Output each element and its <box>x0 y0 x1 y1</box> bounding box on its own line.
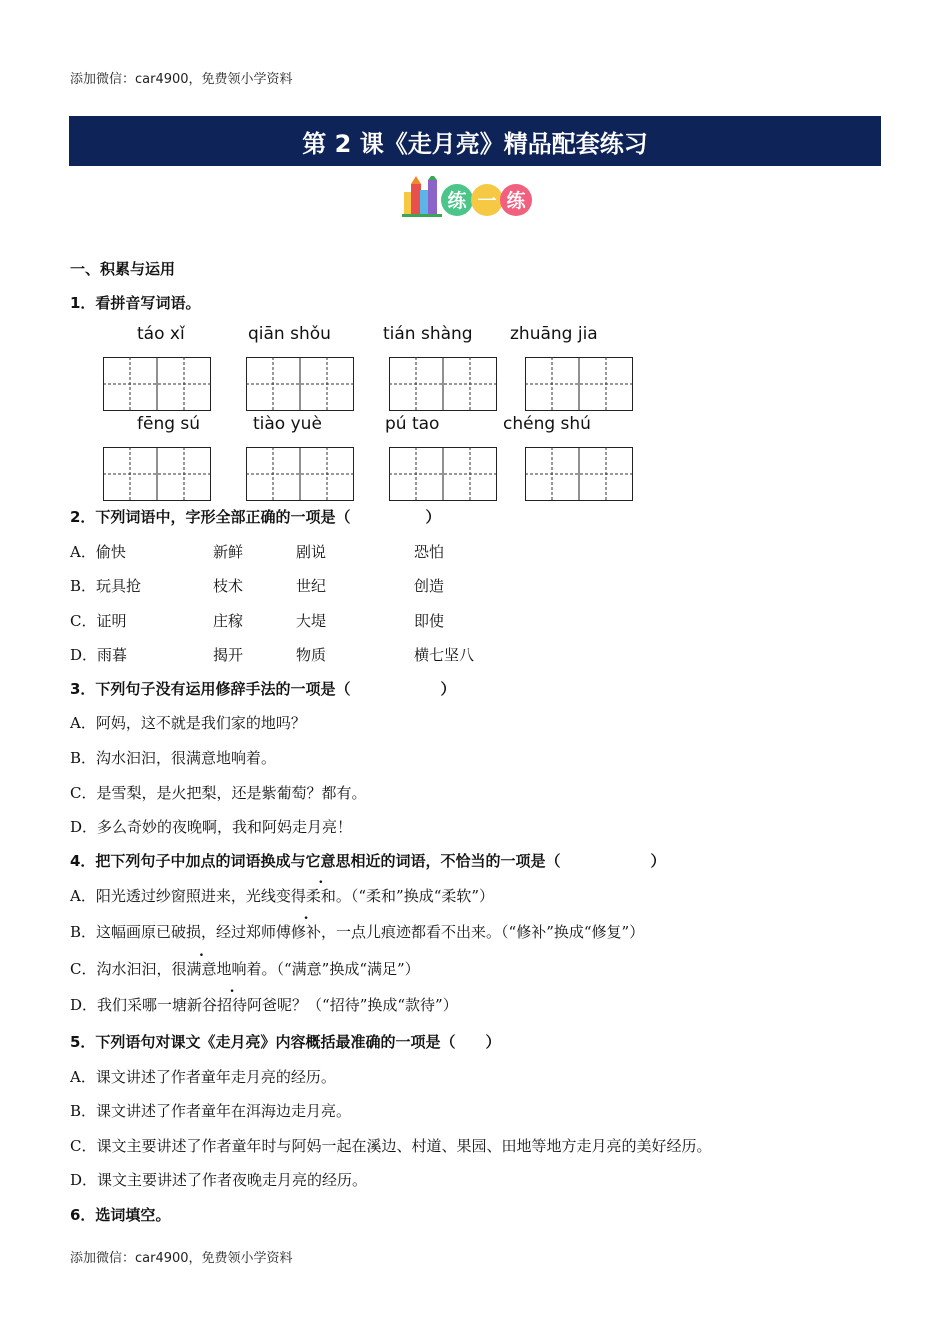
q3-option-a: A．阿妈，这不就是我们家的地吗？ <box>70 714 306 732</box>
pinyin-label: fēng sú <box>137 414 201 434</box>
q3-title: 3．下列句子没有运用修辞手法的一项是（ ） <box>70 680 456 698</box>
badge-char-3: 练 <box>506 190 526 212</box>
q2-option-b-word: 世纪 <box>296 577 327 595</box>
q5-option-a: A．课文讲述了作者童年走月亮的经历。 <box>70 1068 336 1086</box>
q4-option-a: A．阳光透过纱窗照进来，光线变得柔和。（“柔和”换成“柔软”） <box>70 887 495 905</box>
q3-option-c: C．是雪梨，是火把梨，还是紫葡萄？都有。 <box>70 784 367 802</box>
q2-option-c: C．证明 <box>70 612 127 630</box>
pinyin-label: qiān shǒu <box>248 324 331 344</box>
writing-grid[interactable] <box>246 357 354 411</box>
q2-option-c-word: 即使 <box>414 612 445 630</box>
q2-title: 2．下列词语中，字形全部正确的一项是（ ） <box>70 508 441 526</box>
q5-option-b: B．课文讲述了作者童年在洱海边走月亮。 <box>70 1102 352 1120</box>
q4-title: 4．把下列句子中加点的词语换成与它意思相近的词语，不恰当的一项是（ ） <box>70 852 666 870</box>
q4-option-b: B．这幅画原已破损，经过郑师傅修补，一点儿痕迹都看不出来。（“修补”换成“修复”） <box>70 923 645 941</box>
page-title: 第 2 课《走月亮》精品配套练习 <box>69 116 881 166</box>
dotted-word: 满意 <box>186 960 217 978</box>
q2-option-b-word: 枝术 <box>213 577 244 595</box>
pinyin-label: zhuāng jia <box>510 324 598 344</box>
q2-option-d: D．雨暮 <box>70 646 128 664</box>
q2-option-a: A．偷快 <box>70 543 126 561</box>
lianyilian-badge <box>402 176 534 218</box>
dotted-word: 柔和 <box>305 887 336 905</box>
q4-option-c: C．沟水汩汩，很满意地响着。（“满意”换成“满足”） <box>70 960 420 978</box>
q3-option-d: D．多么奇妙的夜晚啊，我和阿妈走月亮！ <box>70 818 353 836</box>
writing-grid[interactable] <box>525 357 633 411</box>
q2-option-d-word: 物质 <box>296 646 327 664</box>
writing-grid[interactable] <box>389 357 497 411</box>
q5-title: 5．下列语句对课文《走月亮》内容概括最准确的一项是（ ） <box>70 1033 501 1051</box>
q2-option-d-word: 揭开 <box>213 646 244 664</box>
footer-watermark: 添加微信：car4900，免费领小学资料 <box>70 1251 293 1266</box>
dotted-word: 修补 <box>291 923 322 941</box>
dotted-word: 招待 <box>217 996 248 1014</box>
q3-option-b: B．沟水汩汩，很满意地响着。 <box>70 749 277 767</box>
pinyin-label: táo xǐ <box>137 324 185 344</box>
pinyin-label: tiào yuè <box>253 414 322 434</box>
q2-option-c-word: 大堤 <box>296 612 327 630</box>
q2-option-b: B．玩具抢 <box>70 577 142 595</box>
pinyin-label: tián shàng <box>383 324 473 344</box>
q6-title: 6．选词填空。 <box>70 1206 171 1224</box>
writing-grid[interactable] <box>246 447 354 501</box>
pinyin-label: chéng shú <box>503 414 591 434</box>
q4-option-d: D．我们采哪一塘新谷招待阿爸呢？（“招待”换成“款待”） <box>70 996 458 1014</box>
q1-title: 1．看拼音写词语。 <box>70 294 201 312</box>
writing-grid[interactable] <box>103 447 211 501</box>
section-heading: 一、积累与运用 <box>70 260 176 278</box>
q5-option-c: C．课文主要讲述了作者童年时与阿妈一起在溪边、村道、果园、田地等地方走月亮的美好经历。 <box>70 1137 712 1155</box>
q2-option-a-word: 新鲜 <box>213 543 244 561</box>
pinyin-label: pú tao <box>385 414 440 434</box>
castle-icon <box>402 176 442 217</box>
q2-option-a-word: 恐怕 <box>414 543 445 561</box>
header-watermark: 添加微信：car4900，免费领小学资料 <box>70 72 293 87</box>
writing-grid[interactable] <box>103 357 211 411</box>
q2-option-c-word: 庄稼 <box>213 612 244 630</box>
badge-char-2: 一 <box>477 190 497 212</box>
badge-char-1: 练 <box>447 190 467 212</box>
q2-option-b-word: 创造 <box>414 577 445 595</box>
writing-grid[interactable] <box>525 447 633 501</box>
writing-grid[interactable] <box>389 447 497 501</box>
q5-option-d: D．课文主要讲述了作者夜晚走月亮的经历。 <box>70 1171 368 1189</box>
q2-option-a-word: 剧说 <box>296 543 327 561</box>
q2-option-d-word: 横七坚八 <box>414 646 475 664</box>
